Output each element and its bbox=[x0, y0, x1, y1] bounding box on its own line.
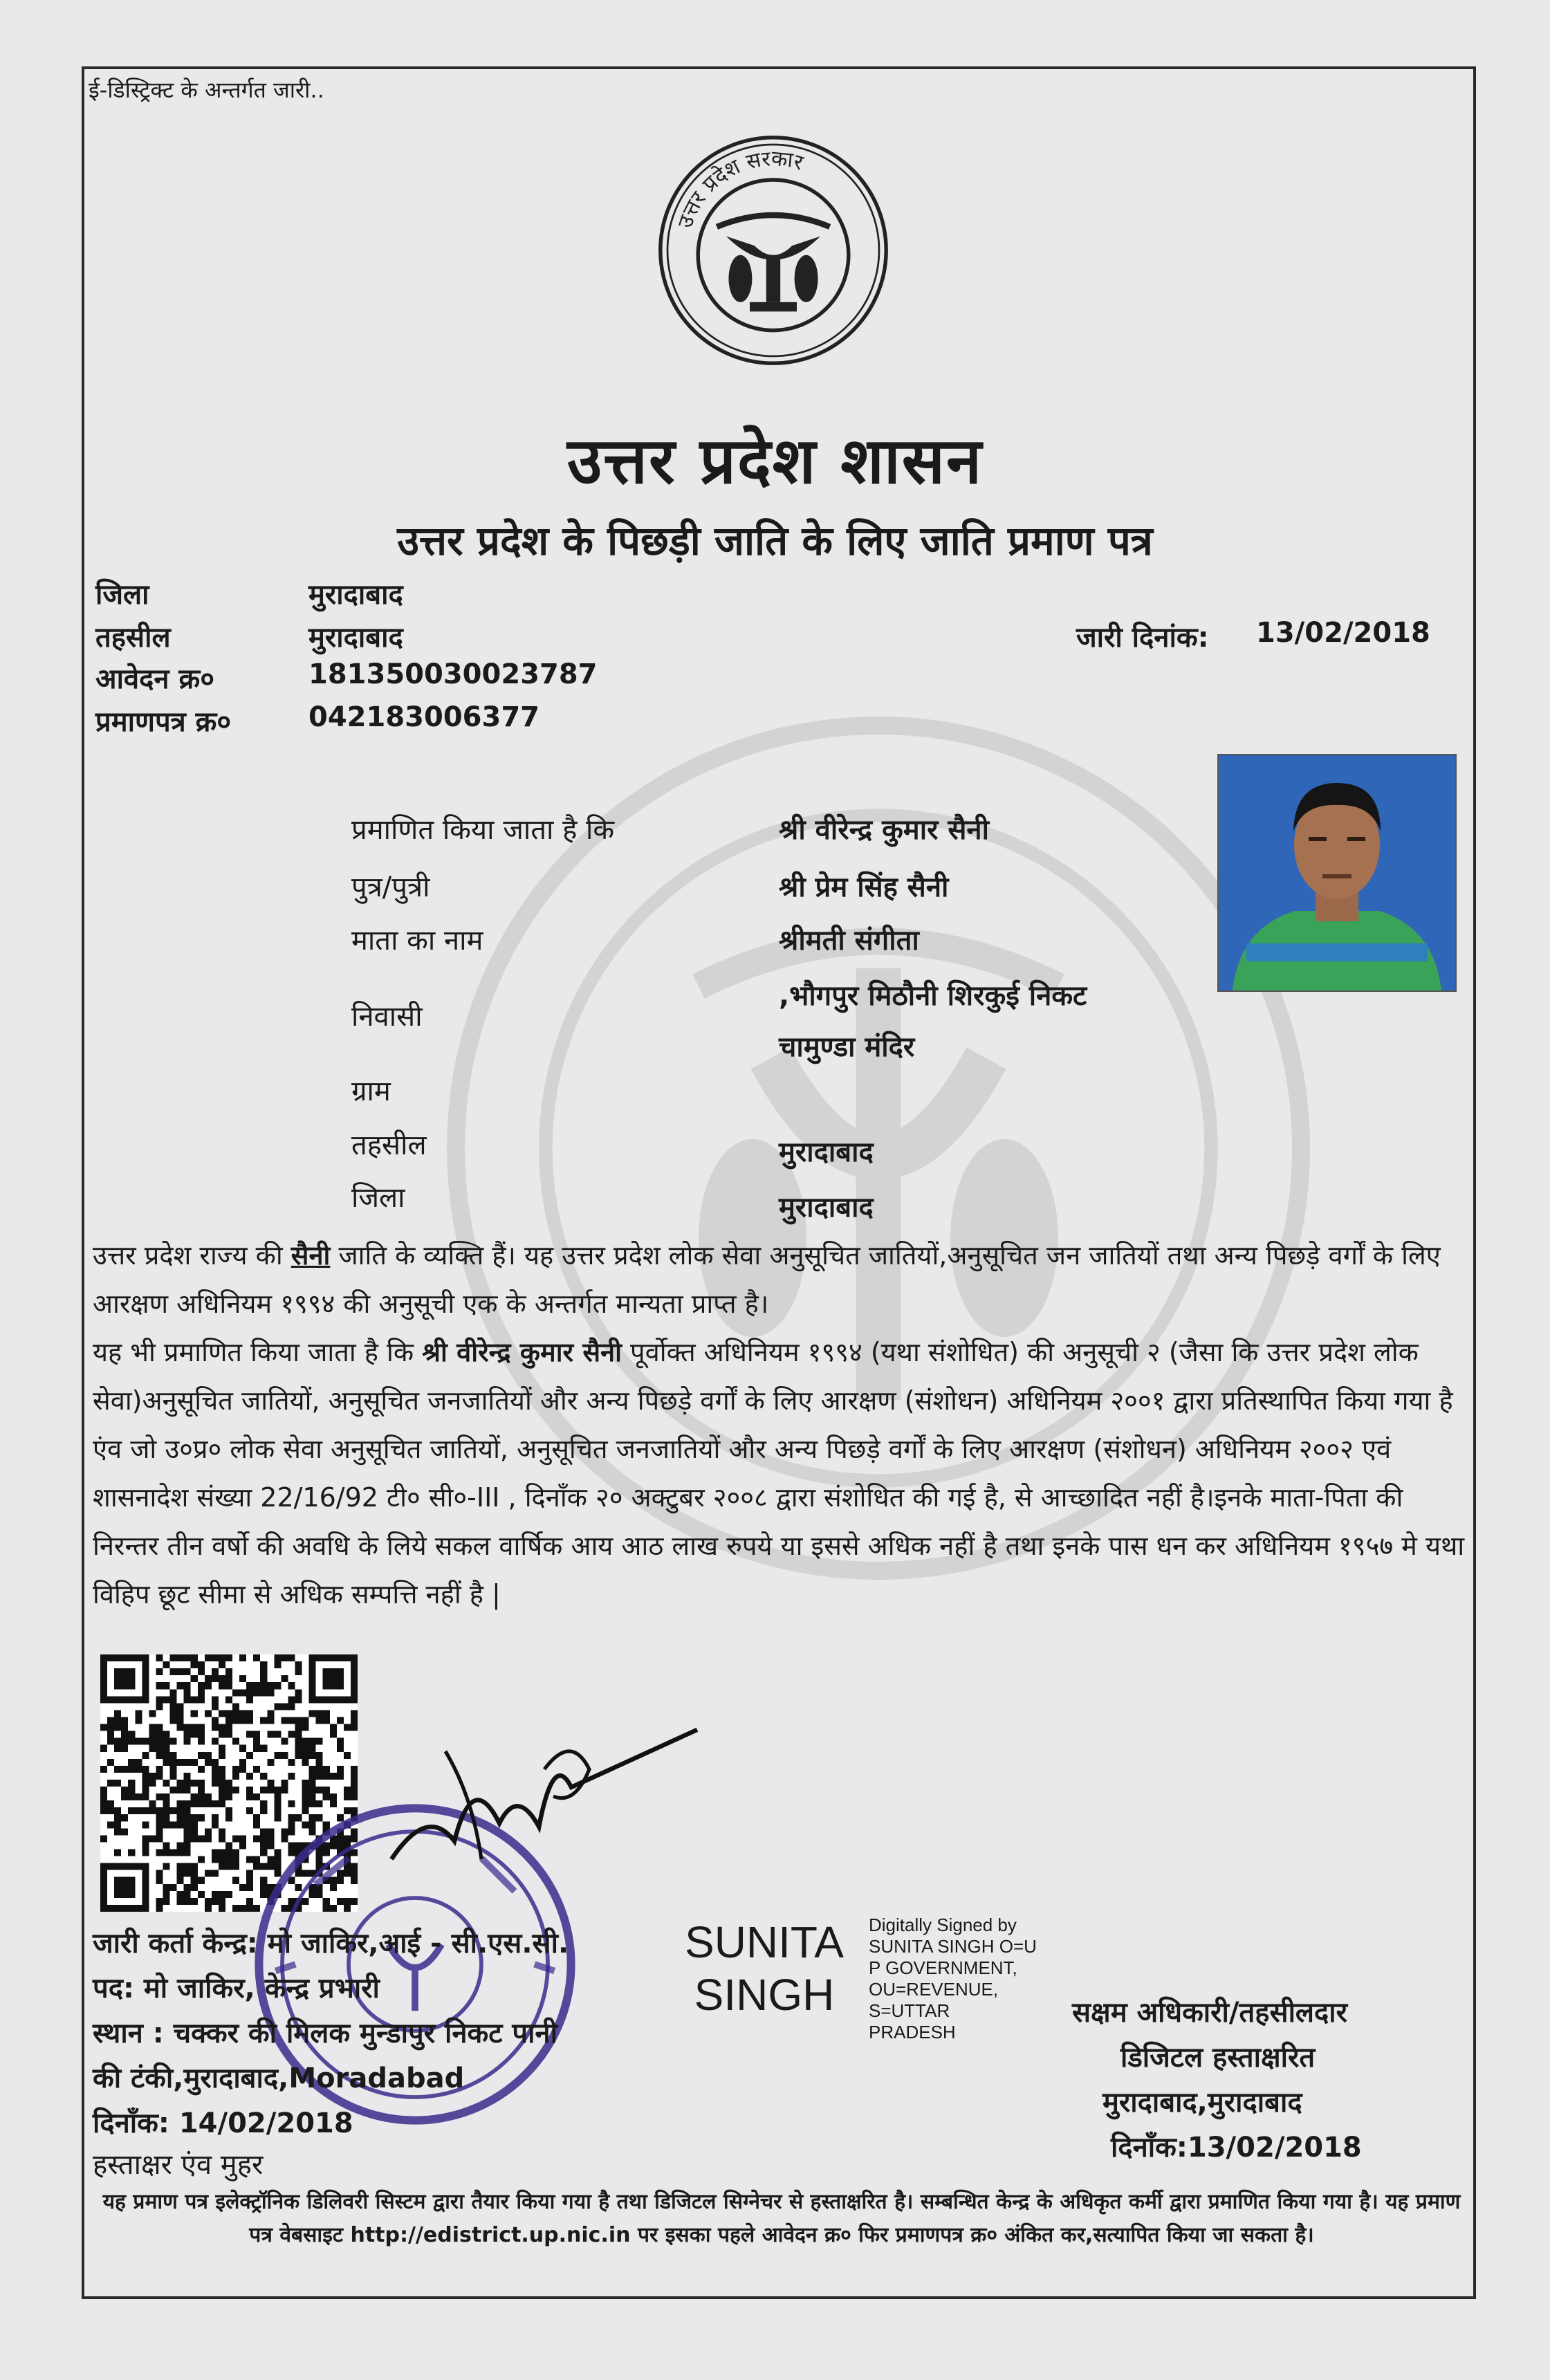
resident-address-line-1: ,भौगपुर मिठौनी शिरकुई निकट bbox=[779, 980, 1087, 1012]
officer-date-label: दिनाँक: bbox=[1111, 2132, 1188, 2164]
person-district-value: मुरादाबाद bbox=[779, 1192, 874, 1224]
officer-date-value: 13/02/2018 bbox=[1187, 2132, 1362, 2164]
district-label: जिला bbox=[95, 579, 149, 611]
parent-label: पुत्र/पुत्री bbox=[351, 871, 430, 903]
mother-name: श्रीमती संगीता bbox=[779, 925, 919, 957]
certificate-subtitle: उत्तर प्रदेश के पिछड़ी जाति के लिए जाति प्रमाण पत्र bbox=[397, 517, 1153, 564]
certificate-label: प्रमाणपत्र क्र० bbox=[95, 706, 232, 738]
issuer-place-line-2: की टंकी,मुरादाबाद,Moradabad bbox=[93, 2063, 465, 2094]
page-title: उत्तर प्रदेश शासन bbox=[566, 424, 984, 498]
certified-label: प्रमाणित किया जाता है कि bbox=[351, 814, 615, 846]
officer-location: मुरादाबाद,मुरादाबाद bbox=[1102, 2087, 1302, 2119]
resident-label: निवासी bbox=[351, 1001, 423, 1033]
person-tehsil-label: तहसील bbox=[351, 1129, 427, 1161]
certification-paragraph bbox=[93, 1328, 1469, 1618]
parent-name: श्री प्रेम सिंह सैनी bbox=[779, 871, 949, 903]
para1-start: उत्तर प्रदेश राज्य की bbox=[93, 1240, 291, 1271]
resident-address-line-2: चामुण्डा मंदिर bbox=[779, 1031, 915, 1063]
mother-label: माता का नाम bbox=[351, 925, 483, 957]
officer-designation: सक्षम अधिकारी/तहसीलदार bbox=[1072, 1997, 1348, 2029]
holder-name: श्री वीरेन्द्र कुमार सैनी bbox=[779, 814, 989, 846]
issuer-date-label: दिनाँक: bbox=[93, 2107, 169, 2139]
tehsil-value: मुरादाबाद bbox=[308, 622, 403, 654]
applicant-photo bbox=[1217, 754, 1457, 992]
up-government-emblem-icon bbox=[656, 133, 891, 368]
issue-date-value: 13/02/2018 bbox=[1256, 617, 1430, 649]
signer-first-name: SUNITA bbox=[685, 1917, 844, 1967]
header-note: ई-डिस्ट्रिक्ट के अन्तर्गत जारी.. bbox=[89, 77, 324, 103]
issuer-post: पद: मो जाकिर, केन्द्र प्रभारी bbox=[93, 1973, 380, 2004]
handwritten-signature bbox=[373, 1715, 733, 1895]
verification-footer: यह प्रमाण पत्र इलेक्ट्रॉनिक डिलिवरी सिस्टम द्वारा तैयार किया गया है तथा डिजिटल सिग्नेचर से हस्ताक्षरित है। सम्बन्धित केन्द्र के अधिकृत कर्मी द्वारा प्रमाणित किया गया है। यह प्रमाण पत्र वेबसाइट http://edistrict.up.nic.in पर इसका पहले आवेदन क्र० फिर प्रमाणपत्र क्र० अंकित कर,सत्यापित किया जा सकता है। bbox=[102, 2190, 1461, 2247]
issue-date-label: जारी दिनांक: bbox=[1076, 622, 1209, 654]
district-value: मुरादाबाद bbox=[308, 579, 403, 611]
certificate-number: 042183006377 bbox=[308, 701, 539, 733]
caste-statement-paragraph bbox=[93, 1231, 1469, 1328]
para1-end: जाति के व्यक्ति हैं। यह उत्तर प्रदेश लोक सेवा अनुसूचित जातियों,अनुसूचित जन जातियों तथा अन्य पिछड़े वर्गों के लिए आरक्षण अधिनियम १९९४ की अनुसूची एक के अन्तर्गत मान्यता प्राप्त है। bbox=[93, 1240, 1441, 1319]
officer-digital-signed: डिजिटल हस्ताक्षरित bbox=[1120, 2042, 1316, 2074]
person-tehsil-value: मुरादाबाद bbox=[779, 1136, 874, 1168]
digital-signature-details: Digitally Signed by SUNITA SINGH O=U P GOVERNMENT, OU=REVENUE, S=UTTAR PRADESH bbox=[869, 1915, 1037, 2042]
officer-date bbox=[1111, 2127, 1362, 2165]
caste-name: सैनी bbox=[290, 1240, 331, 1271]
signer-last-name: SINGH bbox=[694, 1970, 835, 2020]
svg-text:उत्तर प्रदेश सरकार: उत्तर प्रदेश सरकार bbox=[673, 146, 806, 232]
para2-end: पूर्वोक्त अधिनियम १९९४ (यथा संशोधित) की अनुसूची २ (जैसा कि उत्तर प्रदेश लोक सेवा)अनुसूचित जातियों, अनुसूचित जनजातियों और अन्य पिछड़े वर्गों के लिए आरक्षण (संशोधन) अधिनियम २००१ द्वारा प्रतिस्थापित किया गया है एंव जो उ०प्र० लोक सेवा अनुसूचित जातियों, अनुसूचित जनजातियों और अन्य पिछड़े वर्गों के लिए आरक्षण (संशोधन) अधिनियम २००२ एवं शासनादेश संख्या 22/16/92 टी० सी०-III , दिनाँक २० अक्टुबर २००८ द्वारा संशोधित की गई है, से आच्छादित नहीं है।इनके माता-पिता की निरन्तर तीन वर्षो की अवधि के लिये सकल वार्षिक आय आठ लाख रुपये या इससे अधिक नहीं है तथा इनके पास धन कर अधिनियम १९५७ मे यथा विहिप छूट सीमा से अधिक सम्पत्ति नहीं है | bbox=[93, 1337, 1465, 1609]
digital-signer-name bbox=[685, 1916, 844, 2021]
issuer-place-line-1: स्थान : चक्कर की मिलक मुन्डापुर निकट पानी bbox=[93, 2018, 557, 2049]
application-label: आवेदन क्र० bbox=[95, 663, 215, 695]
para2-holder-name: श्री वीरेन्द्र कुमार सैनी bbox=[422, 1337, 622, 1367]
application-number: 181350030023787 bbox=[308, 658, 598, 690]
issuer-date-value: 14/02/2018 bbox=[178, 2107, 353, 2139]
signature-seal-label: हस्ताक्षर एंव मुहर bbox=[93, 2149, 264, 2181]
tehsil-label: तहसील bbox=[95, 622, 171, 654]
para2-start: यह भी प्रमाणित किया जाता है कि bbox=[93, 1337, 423, 1367]
issuer-date bbox=[93, 2103, 353, 2141]
village-label: ग्राम bbox=[351, 1076, 391, 1107]
person-district-label: जिला bbox=[351, 1182, 405, 1214]
issuer-center: जारी कर्ता केन्द्र: मो जाकिर,आई - सी.एस.सी. bbox=[93, 1928, 569, 1959]
